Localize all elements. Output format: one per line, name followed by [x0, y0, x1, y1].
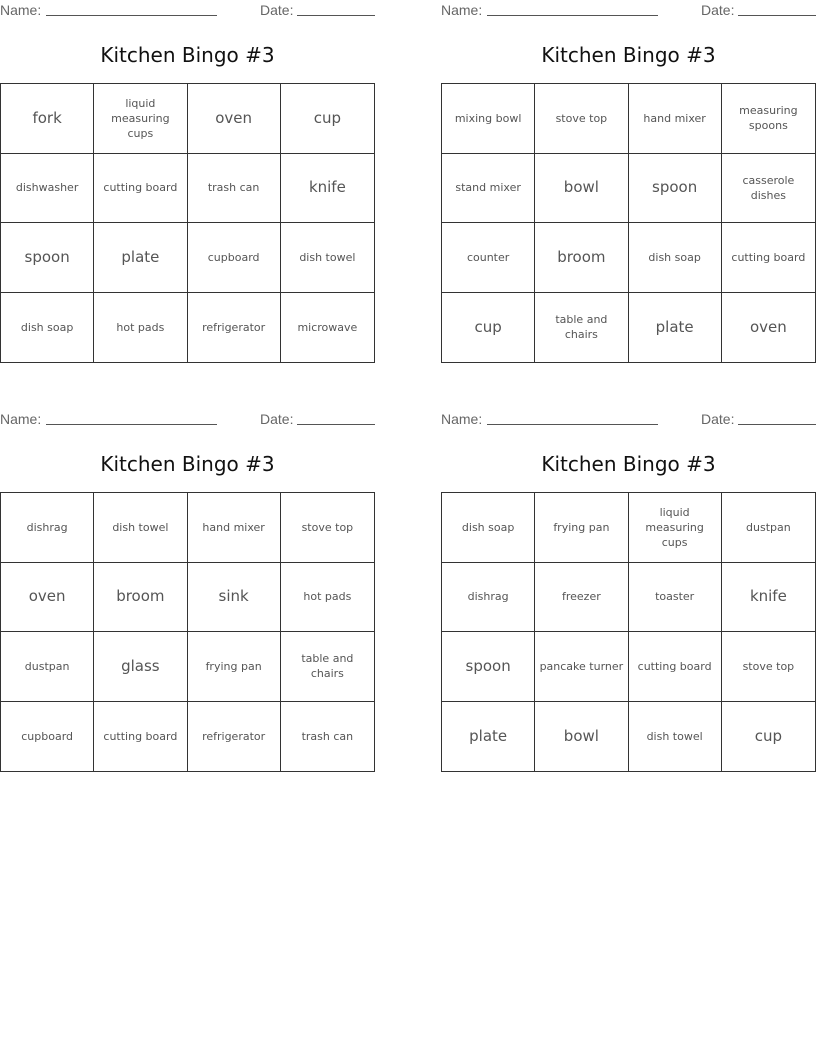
- bingo-cell: mixing bowl: [442, 84, 535, 154]
- bingo-cell: plate: [629, 293, 722, 363]
- bingo-cell: dish soap: [1, 293, 94, 363]
- bingo-cell: stove top: [535, 84, 628, 154]
- bingo-cell: dish soap: [629, 223, 722, 293]
- bingo-cell: freezer: [535, 563, 628, 633]
- bingo-cell: hand mixer: [629, 84, 722, 154]
- date-label: Date:: [260, 2, 294, 18]
- bingo-cell: liquid measuring cups: [629, 493, 722, 563]
- bingo-cell: dish towel: [94, 493, 187, 563]
- bingo-grid: [0, 83, 375, 363]
- bingo-cell: refrigerator: [188, 293, 281, 363]
- name-line: [46, 15, 217, 16]
- bingo-cell: cutting board: [94, 154, 187, 224]
- card-title: Kitchen Bingo #3: [100, 452, 275, 476]
- bingo-cell: bowl: [535, 154, 628, 224]
- bingo-cell: dishrag: [442, 563, 535, 633]
- bingo-cell: dish towel: [629, 702, 722, 772]
- bingo-cell: glass: [94, 632, 187, 702]
- name-label: Name:: [0, 2, 42, 18]
- bingo-cell: spoon: [1, 223, 94, 293]
- bingo-cell: cup: [442, 293, 535, 363]
- date-line: [738, 15, 816, 16]
- bingo-cell: microwave: [297, 320, 358, 334]
- date-line: [738, 424, 816, 425]
- bingo-cell: refrigerator: [188, 702, 281, 772]
- date-line: [297, 424, 375, 425]
- bingo-cell: sink: [188, 563, 281, 633]
- bingo-cell: casserole dishes: [722, 154, 815, 224]
- card-title: Kitchen Bingo #3: [100, 43, 275, 67]
- bingo-cell: oven: [1, 563, 94, 633]
- bingo-cell: spoon: [442, 632, 535, 702]
- card-title: Kitchen Bingo #3: [541, 452, 716, 476]
- bingo-grid: [0, 492, 375, 772]
- name-date-row: [0, 409, 375, 429]
- name-label: Name:: [441, 411, 483, 427]
- bingo-cell: cutting board: [94, 702, 187, 772]
- bingo-cell: cupboard: [188, 223, 281, 293]
- name-label: Name:: [0, 411, 42, 427]
- name-line: [46, 424, 217, 425]
- bingo-cell: broom: [94, 563, 187, 633]
- bingo-cell: stove top: [722, 632, 815, 702]
- bingo-cell: trash can: [301, 729, 354, 743]
- name-line: [487, 424, 658, 425]
- bingo-cell: cup: [281, 84, 374, 154]
- bingo-cell: dishrag: [1, 493, 94, 563]
- bingo-cell: plate: [442, 702, 535, 772]
- date-label: Date:: [701, 411, 735, 427]
- name-line: [487, 15, 658, 16]
- date-label: Date:: [701, 2, 735, 18]
- bingo-cell: pancake turner: [535, 632, 628, 702]
- bingo-cell: table and chairs: [535, 293, 628, 363]
- bingo-cell: stove top: [281, 493, 374, 563]
- bingo-cell: trash can: [188, 154, 281, 224]
- bingo-cell: broom: [535, 223, 628, 293]
- name-label: Name:: [441, 2, 483, 18]
- bingo-cell: knife: [281, 154, 374, 224]
- name-date-row: [441, 409, 816, 429]
- bingo-cell: liquid measuring cups: [94, 84, 187, 154]
- bingo-grid: [441, 492, 816, 772]
- bingo-cell: cup: [754, 726, 783, 745]
- name-date-row: [441, 0, 816, 20]
- bingo-cell: frying pan: [535, 493, 628, 563]
- bingo-cell: dustpan: [722, 493, 815, 563]
- bingo-cell: cutting board: [722, 223, 815, 293]
- card-title: Kitchen Bingo #3: [541, 43, 716, 67]
- bingo-cell: cupboard: [1, 702, 94, 772]
- bingo-cell: dish soap: [442, 493, 535, 563]
- bingo-cell: measuring spoons: [722, 84, 815, 154]
- bingo-cell: hot pads: [281, 563, 374, 633]
- bingo-cell: toaster: [629, 563, 722, 633]
- bingo-card-2: [441, 0, 816, 342]
- bingo-card-4: [441, 409, 816, 745]
- bingo-cell: counter: [442, 223, 535, 293]
- bingo-cell: oven: [749, 317, 787, 336]
- bingo-cell: hand mixer: [188, 493, 281, 563]
- bingo-cell: plate: [94, 223, 187, 293]
- bingo-cell: stand mixer: [442, 154, 535, 224]
- bingo-cell: fork: [1, 84, 94, 154]
- bingo-card-1: [0, 0, 375, 334]
- bingo-cell: knife: [722, 563, 815, 633]
- bingo-cell: hot pads: [94, 293, 187, 363]
- bingo-cell: dustpan: [1, 632, 94, 702]
- bingo-cell: frying pan: [188, 632, 281, 702]
- bingo-cell: table and chairs: [281, 632, 374, 702]
- bingo-cell: dish towel: [281, 223, 374, 293]
- date-label: Date:: [260, 411, 294, 427]
- bingo-cell: bowl: [535, 702, 628, 772]
- bingo-card-3: [0, 409, 375, 743]
- name-date-row: [0, 0, 375, 20]
- bingo-cell: dishwasher: [1, 154, 94, 224]
- bingo-cell: cutting board: [629, 632, 722, 702]
- bingo-cell: oven: [188, 84, 281, 154]
- bingo-cell: spoon: [629, 154, 722, 224]
- bingo-grid: [441, 83, 816, 363]
- date-line: [297, 15, 375, 16]
